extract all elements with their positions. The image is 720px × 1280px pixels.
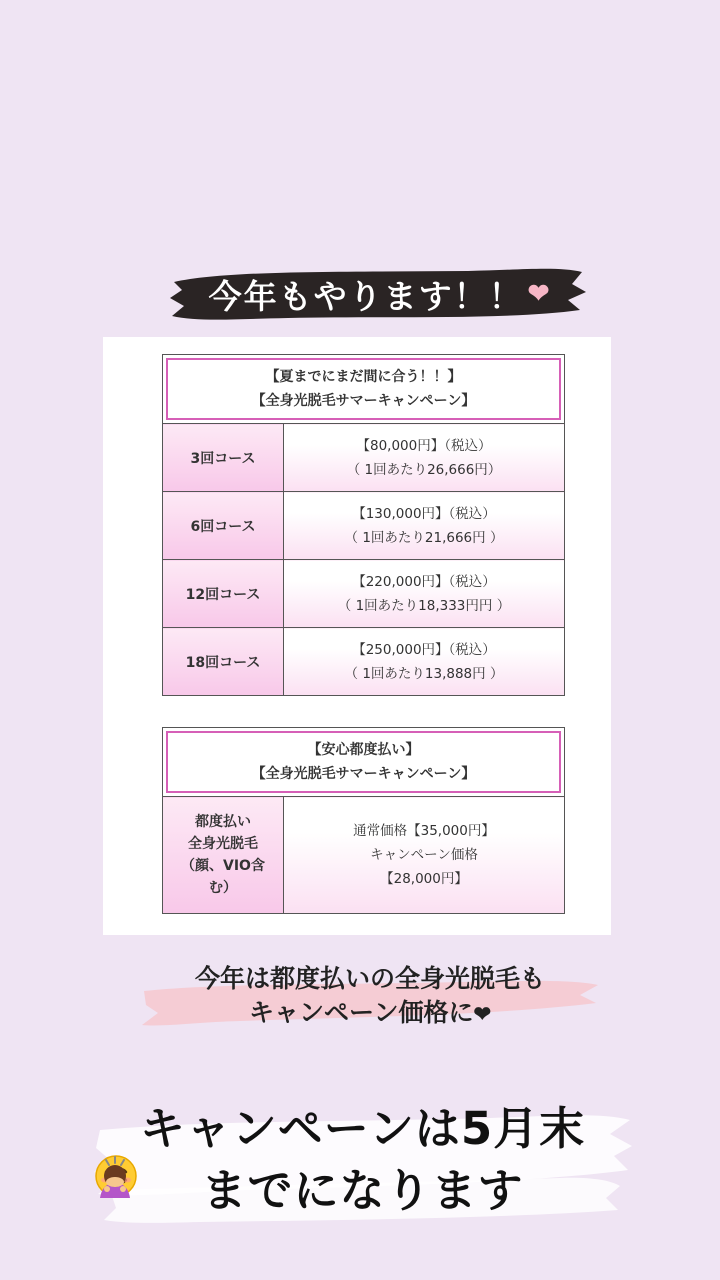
summer-course-table (162, 354, 565, 696)
pay-per-visit-table (162, 727, 565, 914)
mid-caption-line-2 (140, 993, 600, 1029)
mid-caption-text: キャンペーン価格に (248, 998, 474, 1027)
heart-icon: ❤ (527, 279, 552, 309)
bottom-caption (90, 1090, 635, 1225)
pay-label-line: 全身光脱毛 (188, 836, 258, 852)
course-price (284, 560, 565, 628)
course-price-per: （ 1回あたり26,666円） (346, 461, 502, 478)
pay-label (163, 797, 284, 914)
pay-table-title-2: 【全身光脱毛サマーキャンペーン】 (251, 766, 476, 782)
course-price (284, 492, 565, 560)
pay-price (284, 797, 565, 914)
pay-label-line: （顔、VIO含 (181, 858, 265, 874)
header-title (168, 262, 588, 326)
table-row (163, 628, 565, 696)
pay-price-line: 【28,000円】 (380, 871, 468, 887)
bottom-caption-line-1: キャンペーンは5月末 (139, 1102, 586, 1155)
mid-caption-line-1: 今年は都度払いの全身光脱毛も (194, 964, 545, 993)
bottom-caption-text: までになります (201, 1164, 524, 1217)
course-price (284, 628, 565, 696)
course-price-total: 【130,000円】（税込） (352, 505, 496, 522)
header-title-text: 今年もやります！！ (208, 276, 524, 316)
course-label: 18回コース (163, 628, 284, 696)
pay-price-line: キャンペーン価格 (370, 847, 478, 863)
course-price-per: （ 1回あたり13,888円 ） (344, 665, 504, 682)
pay-label-line: 都度払い (195, 814, 251, 830)
course-label: 12回コース (163, 560, 284, 628)
pay-price-line: 通常価格【35,000円】 (353, 823, 495, 839)
course-label: 3回コース (163, 424, 284, 492)
price-panel (103, 337, 611, 935)
pay-table-title-1: 【安心都度払い】 (307, 742, 420, 758)
table-row (163, 797, 565, 914)
course-label: 6回コース (163, 492, 284, 560)
table-row (163, 424, 565, 492)
course-price-total: 【250,000円】（税込） (352, 641, 496, 658)
table-row (163, 492, 565, 560)
summer-table-title-1: 【夏までにまだ間に合う！！】 (265, 369, 462, 385)
pay-label-line: む） (209, 880, 237, 896)
heart-icon: ❤ (473, 1001, 492, 1026)
summer-table-title-2: 【全身光脱毛サマーキャンペーン】 (251, 393, 476, 409)
summer-table-header (163, 355, 565, 424)
header-banner (168, 262, 588, 326)
table-row (163, 560, 565, 628)
course-price-total: 【220,000円】（税込） (352, 573, 496, 590)
pay-table-header (163, 728, 565, 797)
bottom-caption-line-2 (90, 1154, 635, 1219)
course-price-per: （ 1回あたり21,666円 ） (344, 529, 504, 546)
course-price-total: 【80,000円】（税込） (356, 437, 492, 454)
course-price-per: （ 1回あたり18,333円円 ） (337, 597, 511, 614)
course-price (284, 424, 565, 492)
bowing-person-icon (92, 1154, 138, 1200)
mid-caption (140, 955, 600, 1035)
